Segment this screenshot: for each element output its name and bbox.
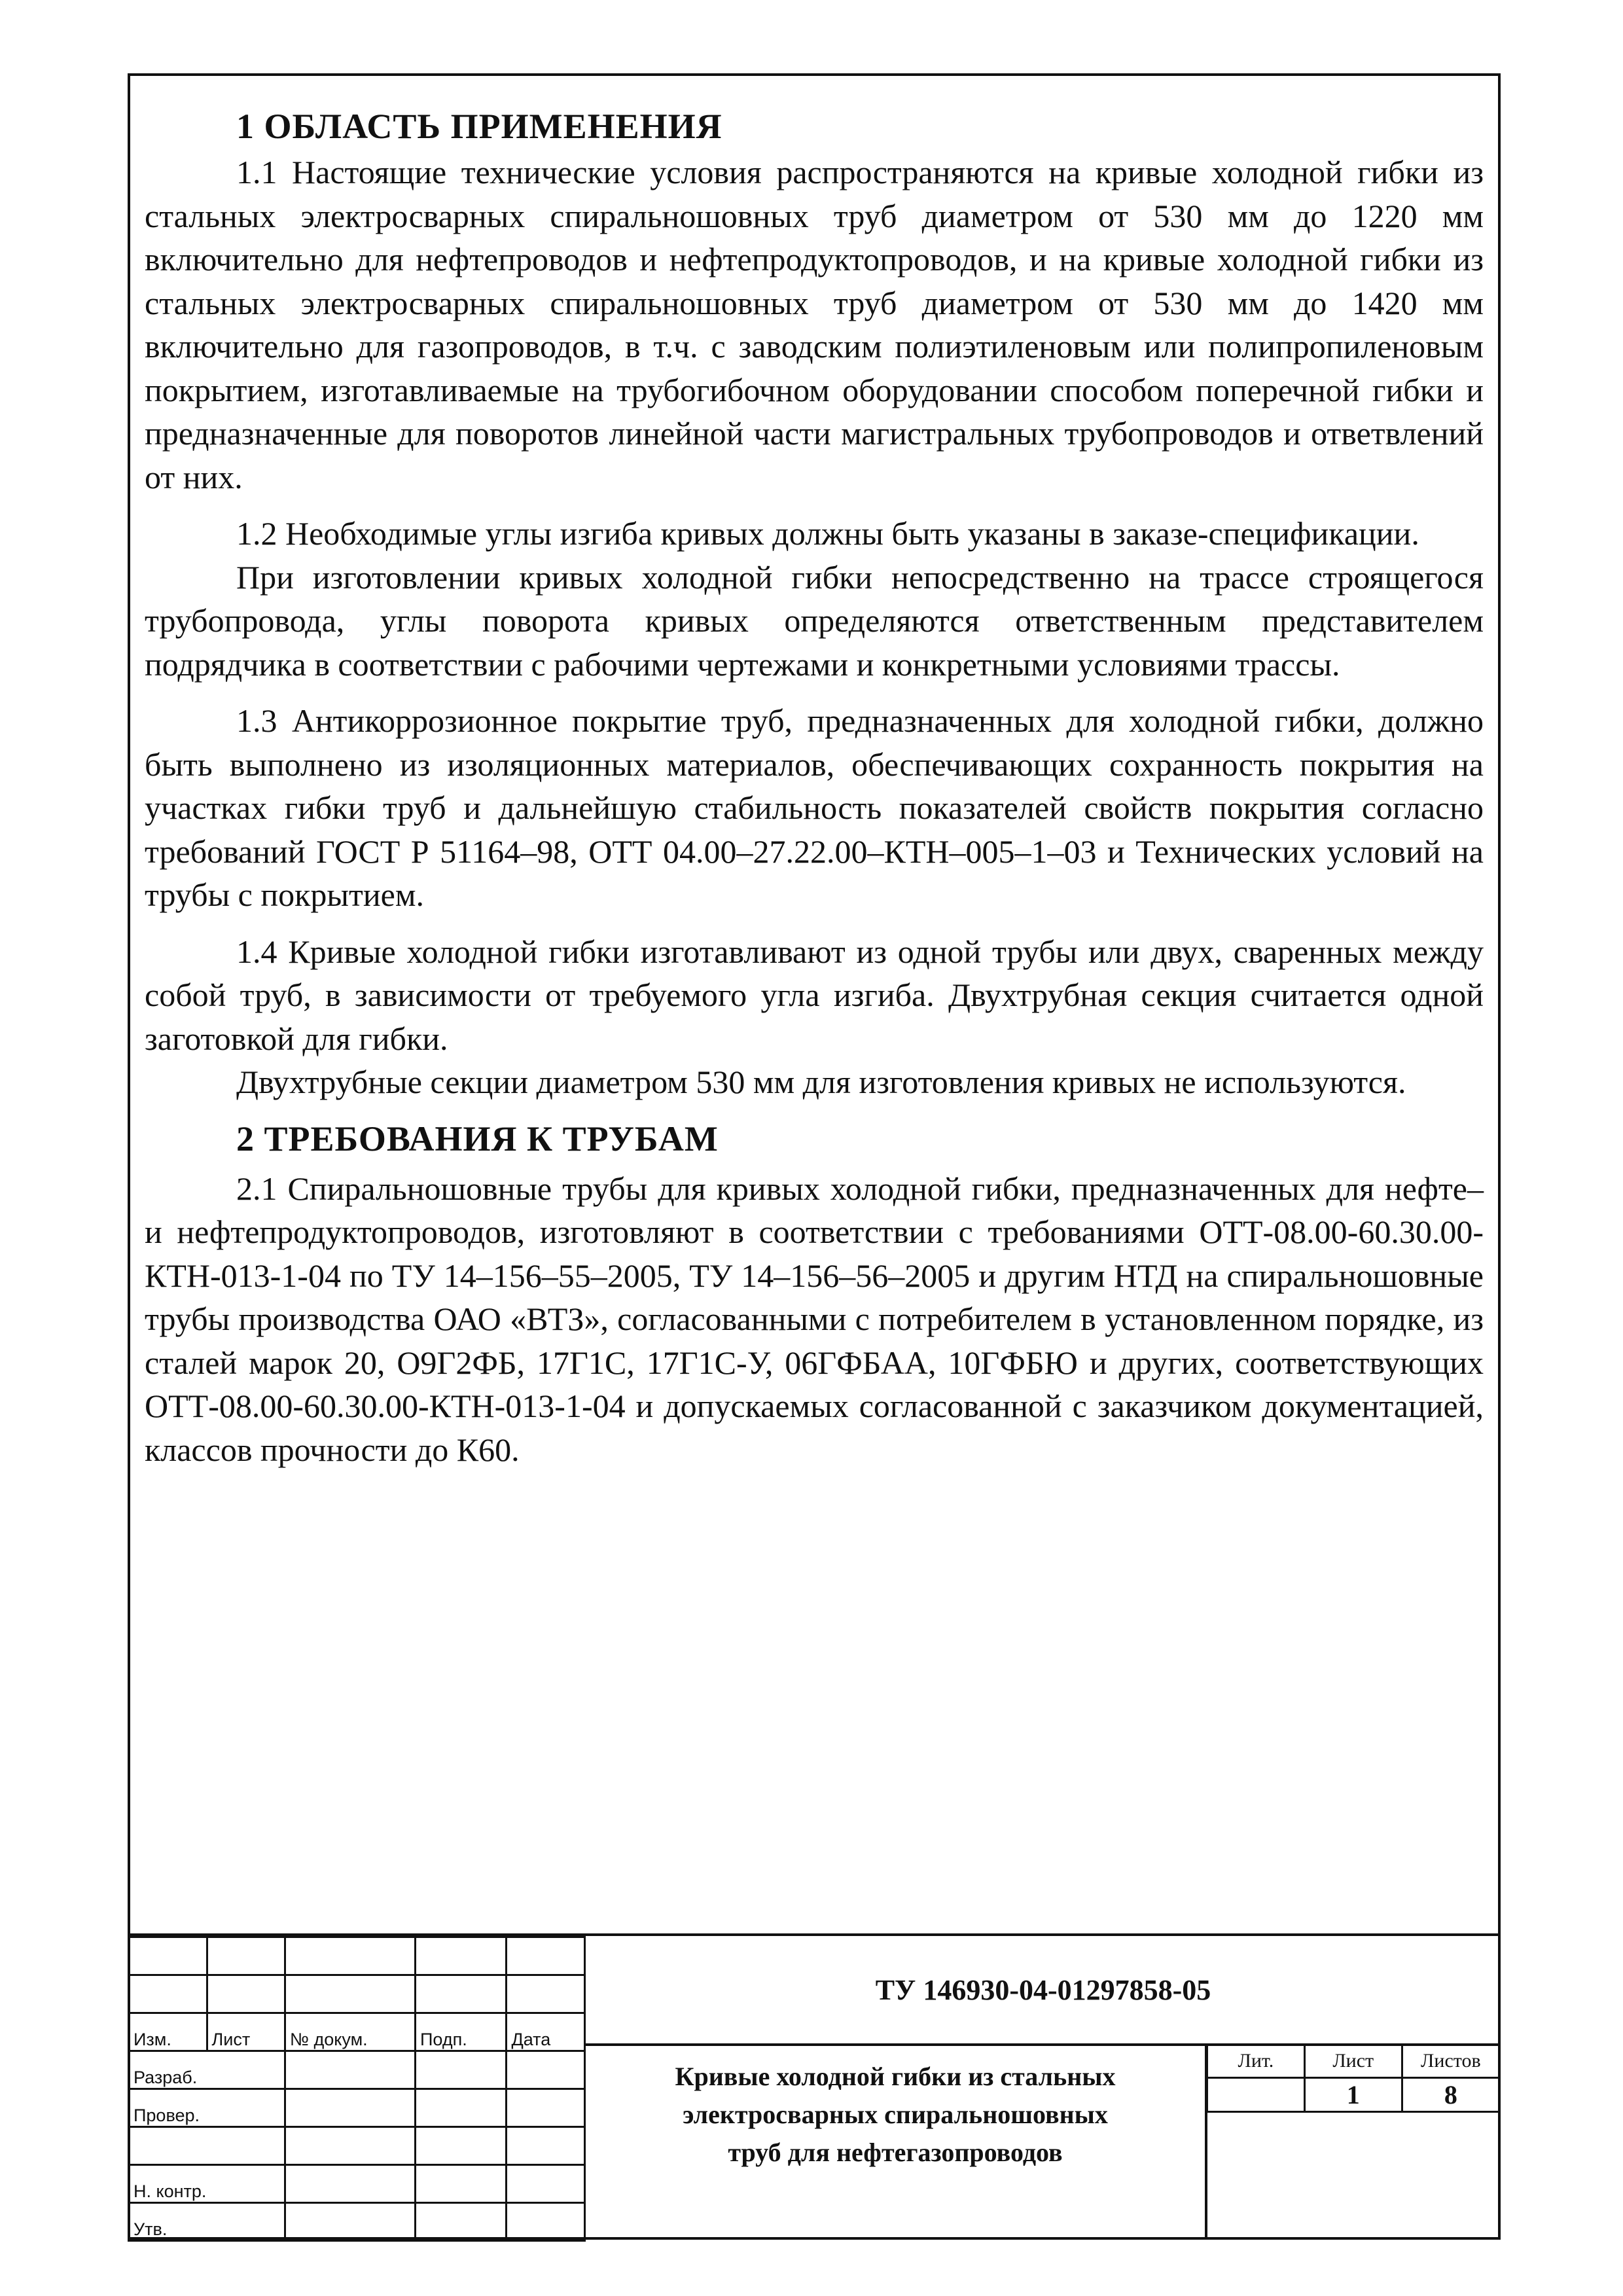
row-utv: Утв. bbox=[129, 2203, 285, 2241]
paragraph-1-2-continued: При изготовлении кривых холодной гибки непосредственно на трассе строящегося трубопровода, углы поворота кривых определяются ответственным представителем подрядчика в соответствии с рабочими чертежами и конкретными условиями трассы. bbox=[145, 558, 1484, 683]
list-label: Лист bbox=[1304, 2045, 1402, 2078]
section-2-heading: 2 ТРЕБОВАНИЯ К ТРУБАМ bbox=[236, 1119, 719, 1158]
col-izm: Изм. bbox=[129, 2013, 207, 2051]
document-body bbox=[145, 102, 1484, 1471]
col-podp: Подп. bbox=[415, 2013, 506, 2051]
paragraph-1-2: 1.2 Необходимые углы изгиба кривых должны быть указаны в заказе-спецификации. bbox=[236, 515, 1419, 552]
paragraph-1-4: 1.4 Кривые холодной гибки изготавливают из одной трубы или двух, сваренных между собой труб, в зависимости от требуемого угла изгиба. Двухтрубная секция считается одной заготовкой для гибки. bbox=[145, 933, 1484, 1057]
paragraph-1-3: 1.3 Антикоррозионное покрытие труб, предназначенных для холодной гибки, должно быть выполнено из изоляционных материалов, обеспечивающих сохранность покрытия на участках гибки труб и дальнейшую стабильность показателей свойств покрытия согласно требований ГОСТ Р 51164–98, ОТТ 04.00–27.22.00–КТН–005–1–03 и Технических условий на трубы с покрытием. bbox=[145, 702, 1484, 913]
document-code: ТУ 146930-04-01297858-05 bbox=[586, 1936, 1501, 2046]
paragraph-1-1: 1.1 Настоящие технические условия распространяются на кривые холодной гибки из стальных электросварных спиральношовных труб диаметром от 530 мм до 1220 мм включительно для нефтепроводов и нефтепродуктопроводов, и на кривые холодной гибки из стальных электросварных спиральношовных труб диаметром от 530 мм до 1420 мм включительно для газопроводов, в т.ч. с заводским полиэтиленовым или полипропиленовым покрытием, изготавливаемые на трубогибочном оборудовании способом поперечной гибки и предназначенные для поворотов линейной части магистральных трубопроводов и ответвлений от них. bbox=[145, 154, 1484, 495]
row-prover: Провер. bbox=[129, 2089, 285, 2127]
col-list: Лист bbox=[207, 2013, 285, 2051]
row-razrab: Разраб. bbox=[129, 2051, 285, 2089]
listov-label: Листов bbox=[1402, 2045, 1499, 2078]
sheet-info-table bbox=[1206, 2043, 1501, 2113]
paragraph-1-4-continued: Двухтрубные секции диаметром 530 мм для изготовления кривых не используются. bbox=[236, 1064, 1406, 1100]
paragraph-2-1: 2.1 Спиральношовные трубы для кривых холодной гибки, предназначенных для нефте– и нефтепродуктопроводов, изготовляют в соответствии с требованиями ОТТ-08.00-60.30.00-КТН-013-1-04 по ТУ 14–156–55–2005, ТУ 14–156–56–2005 и другим НТД на спиральношовные трубы производства ОАО «ВТЗ», согласованными с потребителем в установленном порядке, из сталей марок 20, О9Г2ФБ, 17Г1С, 17Г1С-У, 06ГФБАА, 10ГФБЮ и других, соответствующих ОТТ-08.00-60.30.00-КТН-013-1-04 и допускаемых согласованной с заказчиком документацией, классов прочности до К60. bbox=[145, 1170, 1484, 1468]
title-line-2: электросварных спиральношовных bbox=[683, 2100, 1108, 2129]
listov-value: 8 bbox=[1402, 2078, 1499, 2112]
title-block bbox=[128, 1933, 1501, 2240]
document-page bbox=[128, 73, 1501, 2240]
col-dokum: № докум. bbox=[285, 2013, 416, 2051]
document-title bbox=[586, 2043, 1207, 2240]
section-1-heading: 1 ОБЛАСТЬ ПРИМЕНЕНИЯ bbox=[236, 107, 722, 146]
title-line-3: труб для нефтегазопроводов bbox=[728, 2138, 1063, 2167]
revision-table bbox=[128, 1936, 586, 2242]
list-value: 1 bbox=[1304, 2078, 1402, 2112]
row-nkontr: Н. контр. bbox=[129, 2165, 285, 2203]
col-data: Дата bbox=[507, 2013, 585, 2051]
title-line-1: Кривые холодной гибки из стальных bbox=[675, 2062, 1116, 2091]
lit-label: Лит. bbox=[1207, 2045, 1305, 2078]
